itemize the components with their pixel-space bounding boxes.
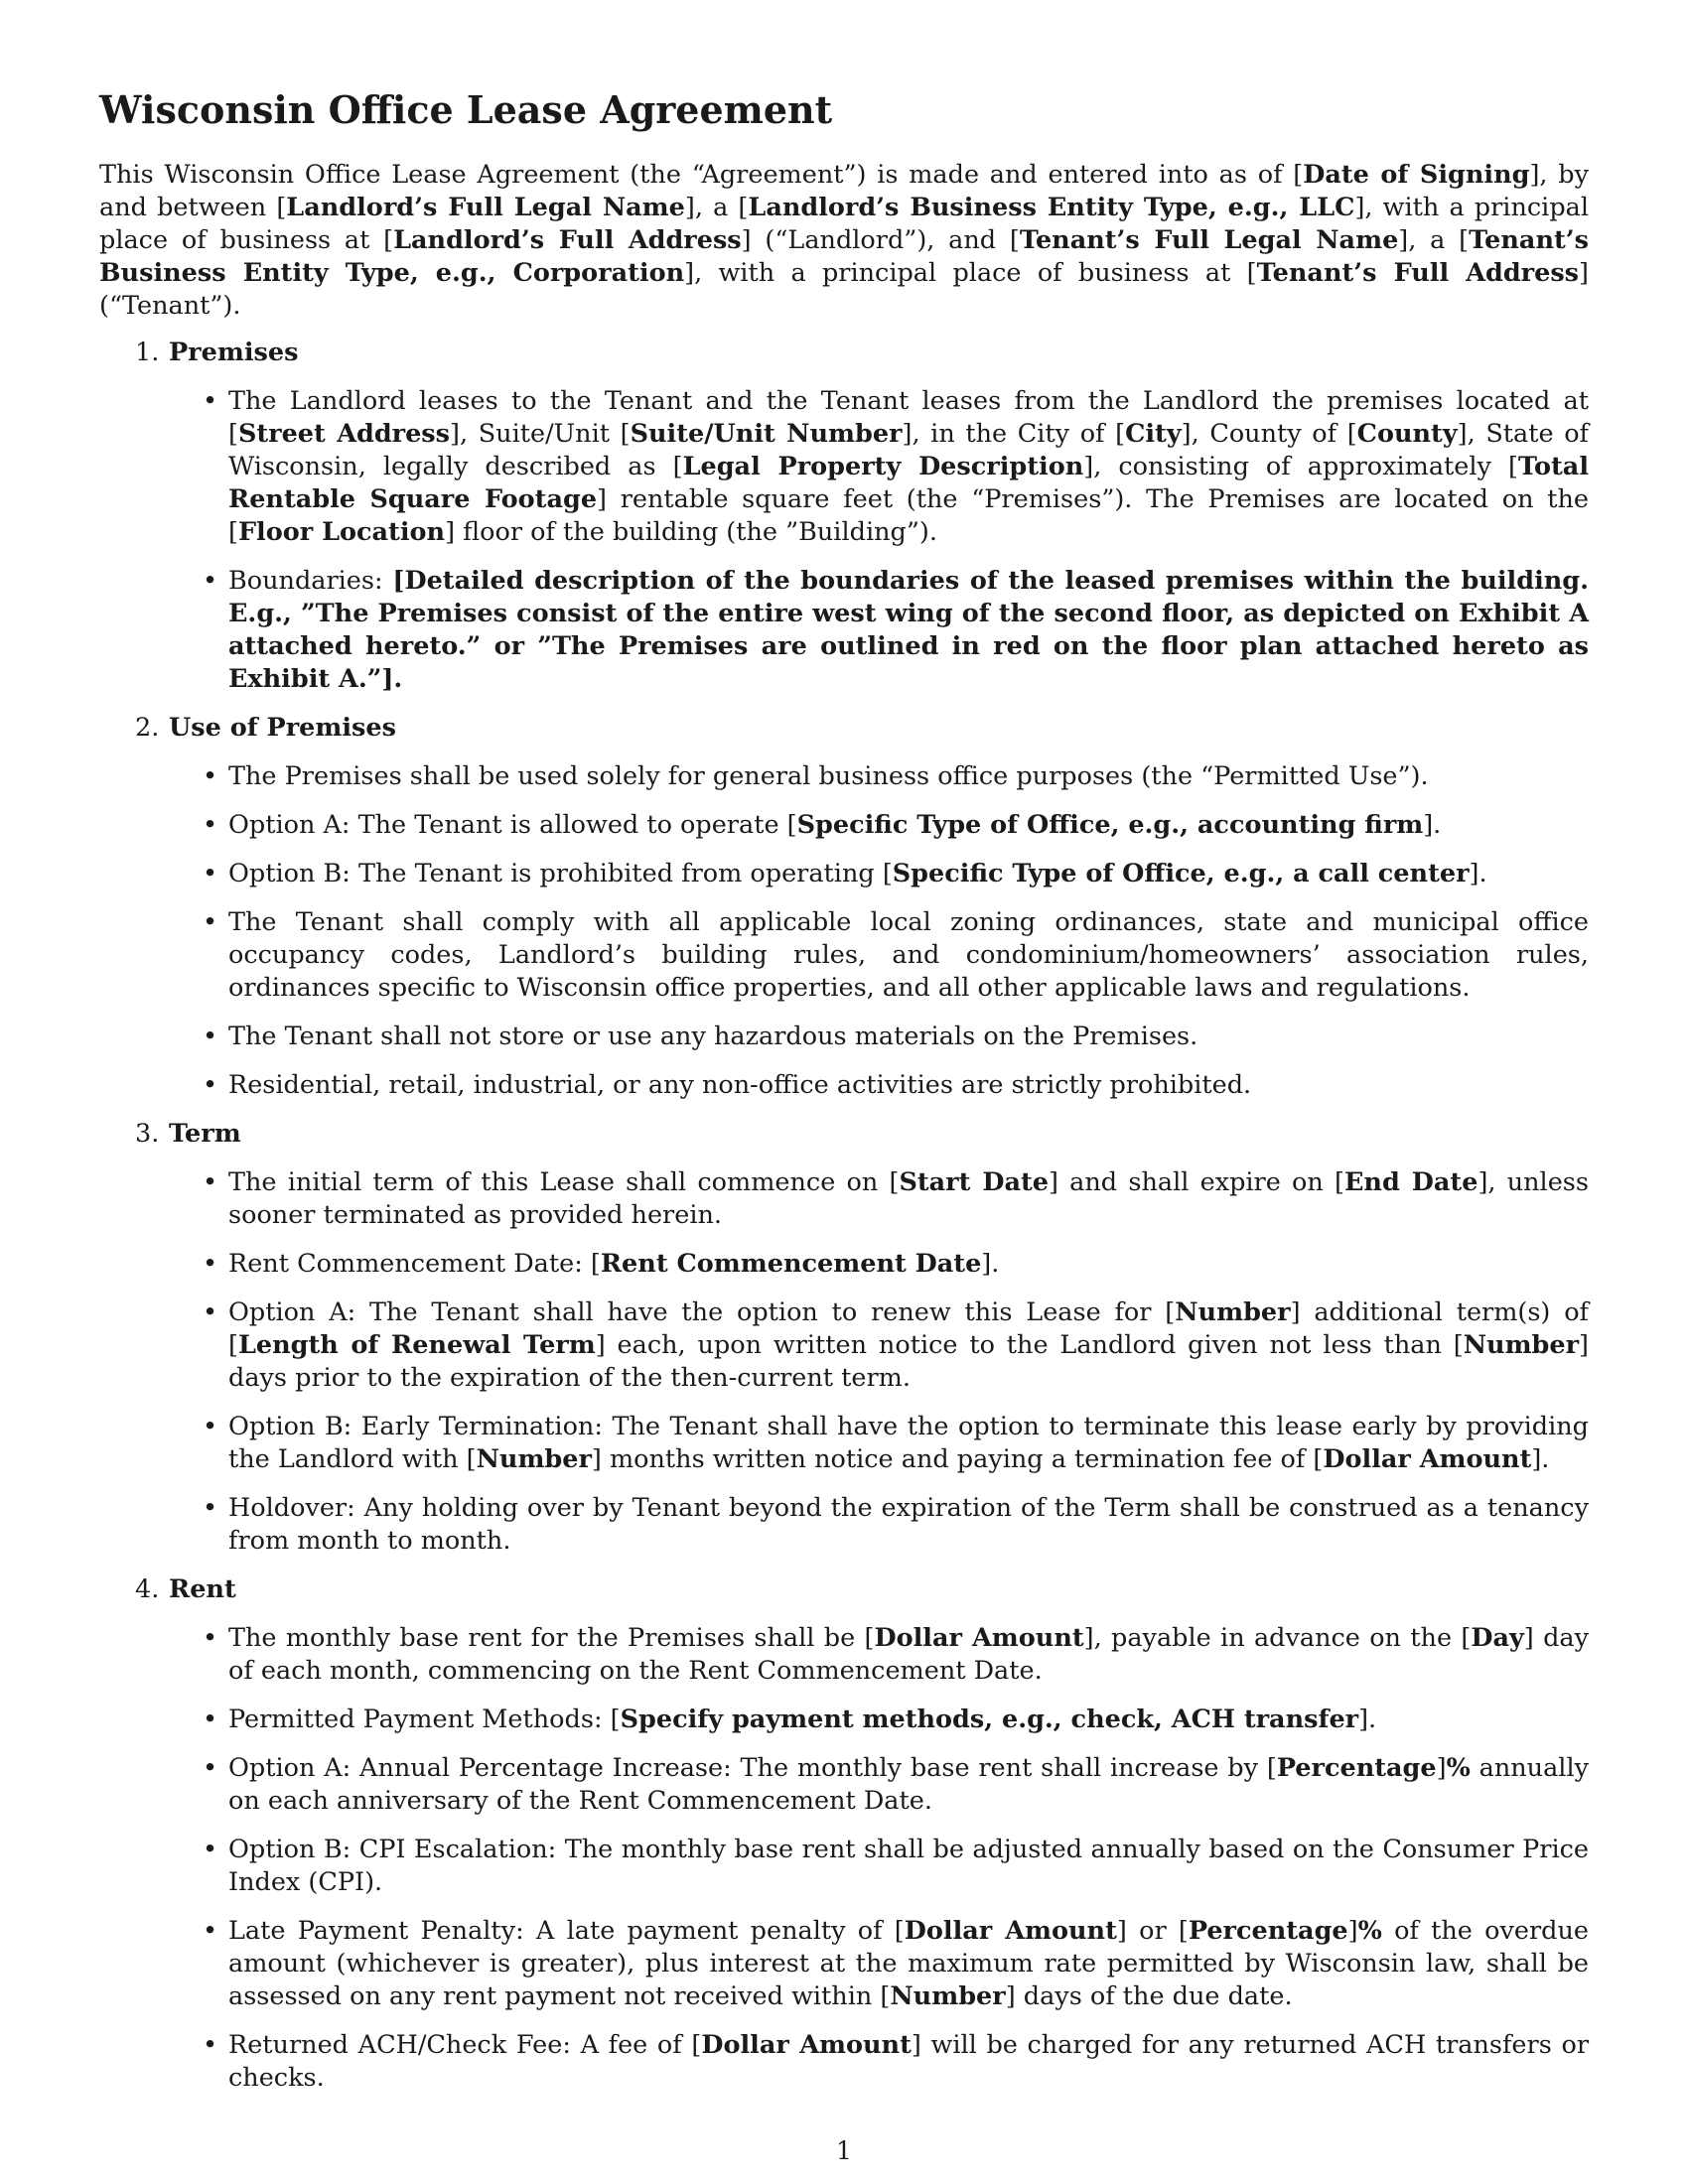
list-item [169, 1704, 1589, 1736]
section-3 [99, 1118, 1589, 1558]
text-run: Residential, retail, industrial, or any non-office activities are strictly prohibited. [228, 1070, 1252, 1100]
placeholder-field: Street Address [237, 419, 451, 449]
list-item [169, 1752, 1589, 1818]
placeholder-field: Landlord’s Business Entity Type, e.g., LLC [748, 193, 1355, 222]
text-run: ] days prior to the expiration of the then-current term. [228, 1330, 1589, 1393]
page-number: 1 [836, 2136, 852, 2165]
text-run: ] (“Tenant”). [99, 258, 1589, 321]
list-item [169, 1834, 1589, 1899]
section-4 [99, 1573, 1589, 2095]
text-run: ], consisting of approximately [ [1083, 452, 1518, 481]
text-run: ], in the City of [ [902, 419, 1126, 449]
placeholder-field: Dollar Amount [701, 2030, 912, 2060]
placeholder-field: Number [890, 1981, 1006, 2011]
text-run: ], State of Wisconsin, legally described as [ [228, 419, 1589, 481]
text-run: The Tenant shall comply with all applicable local zoning ordinances, state and municipal office occupancy codes, Landlord’s building rules, and condominium/homeowners’ association rules, ordinances specific to Wisconsin office properties, and all other applicable laws and regulations. [228, 907, 1589, 1003]
placeholder-field: Day [1471, 1623, 1524, 1653]
text-run: The Landlord leases to the Tenant and the Tenant leases from the Landlord the premises located at [ [228, 386, 1589, 449]
placeholder-field: Number [1175, 1297, 1291, 1327]
document-title: Wisconsin Office Lease Agreement [99, 87, 833, 132]
placeholder-field: Tenant’s Business Entity Type, e.g., Corporation [99, 225, 1589, 288]
text-run: Boundaries: [228, 566, 393, 596]
placeholder-field: Landlord’s Full Address [393, 225, 742, 255]
text-run: The initial term of this Lease shall commence on [ [228, 1167, 900, 1197]
list-item [169, 1915, 1589, 2013]
text-run: Option A: Annual Percentage Increase: The monthly base rent shall increase by [ [228, 1753, 1277, 1783]
text-run: Option B: CPI Escalation: The monthly base rent shall be adjusted annually based on the Consumer Price Index (CPI). [228, 1835, 1589, 1897]
placeholder-field: Percentage [1188, 1916, 1348, 1946]
text-run: ] months written notice and paying a termination fee of [ [591, 1444, 1324, 1474]
text-run: ], with a principal place of business at [ [684, 258, 1257, 288]
text-run: ], Suite/Unit [ [450, 419, 631, 449]
placeholder-field: [Detailed description of the boundaries of the leased premises within the building. E.g., ”The Premises consist of the entire west wing of the second floor, as depicted on Exhibit A attached hereto.” or ”The Premises are outlined in red on the floor plan attached hereto as Exhibit A.”]. [228, 566, 1589, 694]
section-number: 4. [135, 1574, 160, 1604]
text-run: ] and shall expire on [ [1049, 1167, 1344, 1197]
text-run: ] will be charged for any returned ACH transfers or checks. [228, 2030, 1590, 2093]
list-item [169, 1069, 1589, 1102]
section-1 [99, 337, 1589, 696]
placeholder-field: Tenant’s Full Address [1256, 258, 1580, 288]
placeholder-field: Specify payment methods, e.g., check, ACH transfer [620, 1705, 1359, 1734]
text-run: ] day of each month, commencing on the Rent Commencement Date. [228, 1623, 1590, 1686]
text-run: ]. [1531, 1444, 1550, 1474]
list-item [169, 1622, 1589, 1688]
text-run: Returned ACH/Check Fee: A fee of [ [228, 2030, 702, 2060]
text-run: ]. [1469, 859, 1487, 888]
text-run: The Premises shall be used solely for general business office purposes (the “Permitted Use”). [228, 761, 1429, 791]
text-run: Permitted Payment Methods: [ [228, 1705, 621, 1734]
text-run: ] [1436, 1753, 1447, 1783]
list-item [169, 565, 1589, 696]
text-run: ] or [ [1116, 1916, 1189, 1946]
section-list [99, 337, 1589, 2095]
placeholder-field: Number [1463, 1330, 1580, 1360]
text-run: ] additional term(s) of [ [228, 1297, 1589, 1360]
placeholder-field: County [1356, 419, 1458, 449]
list-item [169, 1297, 1589, 1395]
section-title: Rent [169, 1574, 236, 1604]
text-run: Holdover: Any holding over by Tenant beyond the expiration of the Term shall be construed as a tenancy from month to month. [228, 1493, 1589, 1556]
placeholder-field: End Date [1344, 1167, 1478, 1197]
placeholder-field: Date of Signing [1303, 160, 1530, 190]
list-item [169, 385, 1589, 549]
placeholder-field: Dollar Amount [904, 1916, 1117, 1946]
list-item [169, 906, 1589, 1005]
bullet-list [169, 1622, 1589, 2095]
text-run: of the overdue amount (whichever is greater), plus interest at the maximum rate permitted by Wisconsin law, shall be assessed on any rent payment not received within [ [228, 1916, 1590, 2011]
placeholder-field: Number [476, 1444, 592, 1474]
text-run: annually on each anniversary of the Rent Commencement Date. [228, 1753, 1590, 1816]
text-run: ] (“Landlord”), and [ [741, 225, 1020, 255]
text-run: ] floor of the building (the ”Building”). [445, 517, 937, 547]
bullet-list [169, 760, 1589, 1102]
section-title: Premises [169, 338, 299, 367]
text-run: ]. [981, 1249, 1000, 1279]
list-item [169, 858, 1589, 890]
text-run: ] each, upon written notice to the Landlord given not less than [ [595, 1330, 1464, 1360]
text-run: ] [1347, 1916, 1358, 1946]
text-run: The Tenant shall not store or use any hazardous materials on the Premises. [228, 1022, 1198, 1051]
placeholder-field: Start Date [899, 1167, 1050, 1197]
placeholder-field: Suite/Unit Number [630, 419, 903, 449]
text-run: Option B: The Tenant is prohibited from operating [ [228, 859, 893, 888]
list-item [169, 760, 1589, 793]
document-page [99, 87, 1589, 2111]
placeholder-field: Landlord’s Full Legal Name [286, 193, 685, 222]
text-run: Option A: The Tenant is allowed to operate [ [228, 810, 797, 840]
bullet-list [169, 1166, 1589, 1558]
text-run: ], payable in advance on the [ [1083, 1623, 1472, 1653]
list-item [169, 1411, 1589, 1476]
list-item [169, 1248, 1589, 1281]
text-run: ], by and between [ [99, 160, 1589, 222]
section-2 [99, 712, 1589, 1102]
text-run: ], County of [ [1181, 419, 1357, 449]
section-number: 3. [135, 1119, 160, 1149]
text-run: ]. [1358, 1705, 1377, 1734]
placeholder-field: Rent Commencement Date [600, 1249, 982, 1279]
section-title: Use of Premises [169, 713, 396, 743]
text-run: ], unless sooner terminated as provided herein. [228, 1167, 1589, 1230]
text-run: ] rentable square feet (the “Premises”). The Premises are located on the [ [228, 484, 1589, 547]
text-run: ], a [ [1398, 225, 1470, 255]
intro-paragraph [99, 159, 1589, 323]
text-run: Option A: The Tenant shall have the option to renew this Lease for [ [228, 1297, 1176, 1327]
placeholder-field: Specific Type of Office, e.g., accounting firm [796, 810, 1424, 840]
placeholder-field: Length of Renewal Term [237, 1330, 596, 1360]
list-item [169, 1021, 1589, 1053]
placeholder-field: Total Rentable Square Footage [228, 452, 1589, 514]
placeholder-field: Dollar Amount [874, 1623, 1084, 1653]
placeholder-field: Specific Type of Office, e.g., a call center [892, 859, 1470, 888]
text-run: Late Payment Penalty: A late payment penalty of [ [228, 1916, 905, 1946]
text-run: ], with a principal place of business at [ [99, 193, 1590, 255]
section-number: 1. [135, 338, 160, 367]
bullet-list [169, 385, 1589, 696]
text-run: ]. [1423, 810, 1442, 840]
section-title: Term [169, 1119, 241, 1149]
placeholder-field: Tenant’s Full Legal Name [1019, 225, 1399, 255]
section-number: 2. [135, 713, 160, 743]
placeholder-field: Percentage [1276, 1753, 1437, 1783]
placeholder-field: % [1357, 1916, 1382, 1946]
text-run: Option B: Early Termination: The Tenant shall have the option to terminate this lease early by providing the Landlord with [ [228, 1412, 1589, 1474]
placeholder-field: Legal Property Description [682, 452, 1084, 481]
text-run: ], a [ [684, 193, 749, 222]
text-run: The monthly base rent for the Premises shall be [ [228, 1623, 875, 1653]
list-item [169, 1492, 1589, 1558]
text-run: This Wisconsin Office Lease Agreement (the “Agreement”) is made and entered into as of [ [99, 160, 1304, 190]
placeholder-field: Dollar Amount [1323, 1444, 1532, 1474]
text-run: ] days of the due date. [1005, 1981, 1293, 2011]
list-item [169, 1166, 1589, 1232]
placeholder-field: Floor Location [237, 517, 446, 547]
placeholder-field: % [1446, 1753, 1471, 1783]
text-run: Rent Commencement Date: [ [228, 1249, 601, 1279]
placeholder-field: City [1125, 419, 1182, 449]
list-item [169, 2029, 1589, 2095]
list-item [169, 809, 1589, 842]
